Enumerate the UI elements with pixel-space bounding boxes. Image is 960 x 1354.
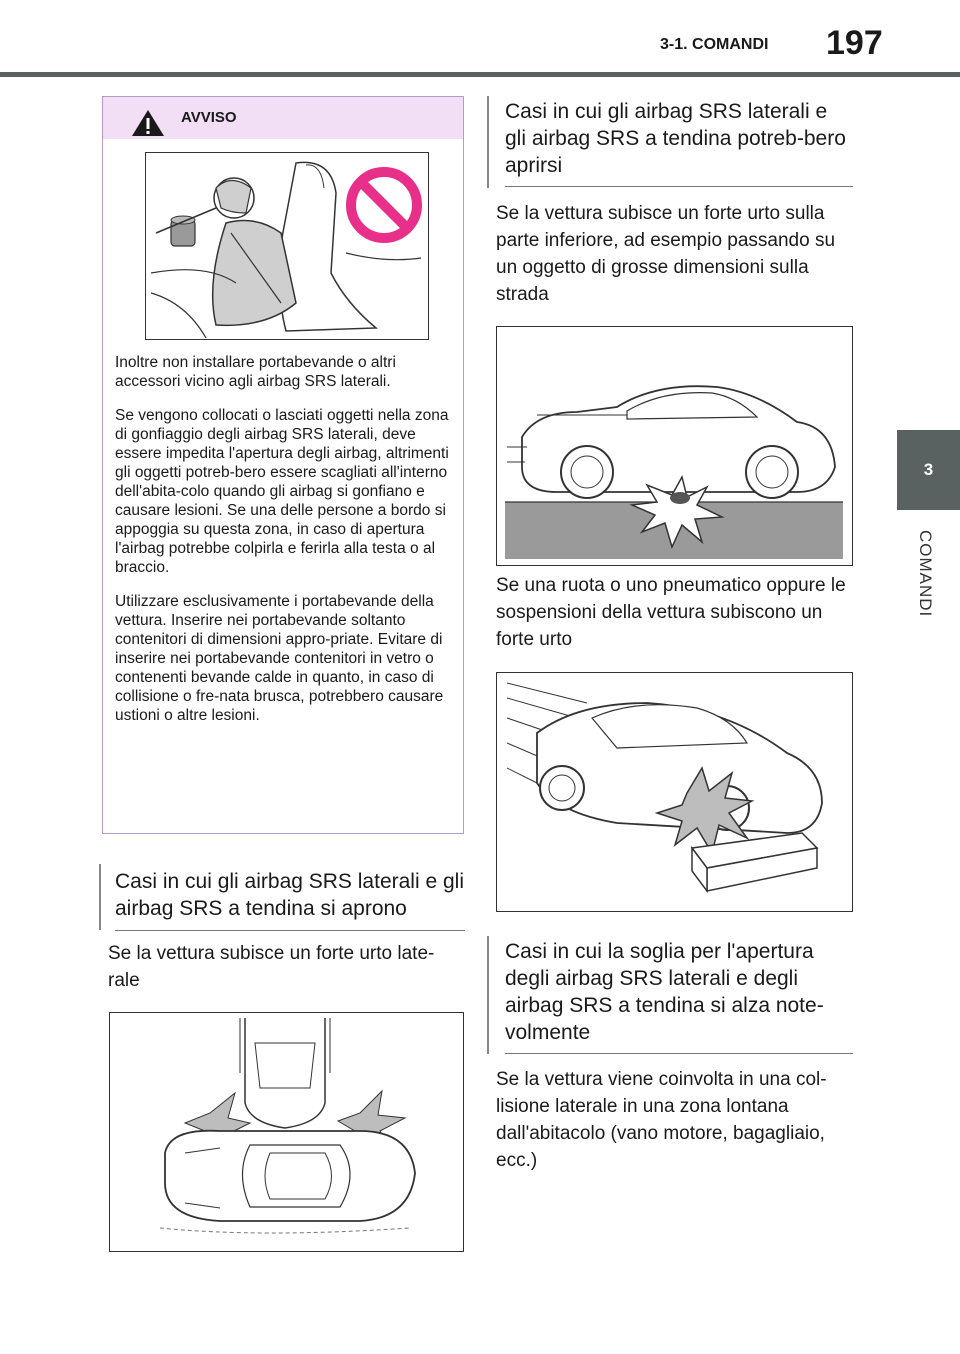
- warning-illustration: [145, 152, 429, 340]
- body-paragraph: Se la vettura subisce un forte urto late-rale: [108, 943, 435, 991]
- body-paragraph: Se la vettura subisce un forte urto sulla parte inferiore, ad esempio passando su un oggetto di grosse dimensioni sulla strada: [496, 203, 836, 305]
- section-title: 3-1. COMANDI: [660, 36, 769, 53]
- figure-wheel-impact: [496, 672, 853, 912]
- section-heading: Casi in cui gli airbag SRS laterali e gli airbag SRS a tendina si aprono: [115, 864, 465, 931]
- warning-paragraph: Se vengono collocati o lasciati oggetti nella zona di gonfiaggio degli airbag SRS laterali, deve essere impedita l'apertura degli airbag, altrimenti gli oggetti potreb-bero essere scagliati all'interno dell'abita-colo quando gli airbag si gonfiano e causare lesioni. Se una delle persone a bordo si appoggia su questa zona, in caso di apertura l'airbag potrebbe colpirla e ferirla alla testa o al braccio.: [115, 407, 449, 576]
- body-paragraph: Se la vettura viene coinvolta in una col-lisione laterale in una zona lontana dall'abitacolo (vano motore, bagagliaio, ecc.): [496, 1069, 827, 1171]
- warning-paragraph: Inoltre non installare portabevande o altri accessori vicino agli airbag SRS laterali.: [115, 354, 396, 390]
- figure-side-impact: [109, 1012, 464, 1252]
- warning-triangle-icon: [131, 109, 165, 137]
- chapter-tab: 3: [897, 430, 960, 510]
- warning-text: [115, 353, 453, 740]
- warning-title: AVVISO: [181, 109, 237, 126]
- figure-underbody-impact: [496, 326, 853, 566]
- prohibition-icon: [351, 172, 417, 238]
- section-heading: Casi in cui la soglia per l'apertura degli airbag SRS laterali e degli airbag SRS a tendina si alza note-volmente: [505, 936, 853, 1054]
- page-number: 197: [826, 24, 883, 62]
- header-rule: [0, 72, 960, 77]
- warning-box: [102, 96, 464, 834]
- warning-header: [103, 97, 463, 139]
- body-paragraph: Se una ruota o uno pneumatico oppure le sospensioni della vettura subiscono un forte urto: [496, 575, 846, 650]
- warning-paragraph: Utilizzare esclusivamente i portabevande della vettura. Inserire nei portabevande soltanto contenitori di dimensioni appro-priate. Evitare di inserire nei portabevande contenitori in vetro o contenenti bevande calde in quanto, in caso di collisione o fre-nata brusca, potrebbero causare ustioni o altre lesioni.: [115, 593, 444, 724]
- chapter-label: COMANDI: [916, 530, 935, 618]
- section-heading: Casi in cui gli airbag SRS laterali e gli airbag SRS a tendina potreb-bero aprirsi: [505, 96, 853, 187]
